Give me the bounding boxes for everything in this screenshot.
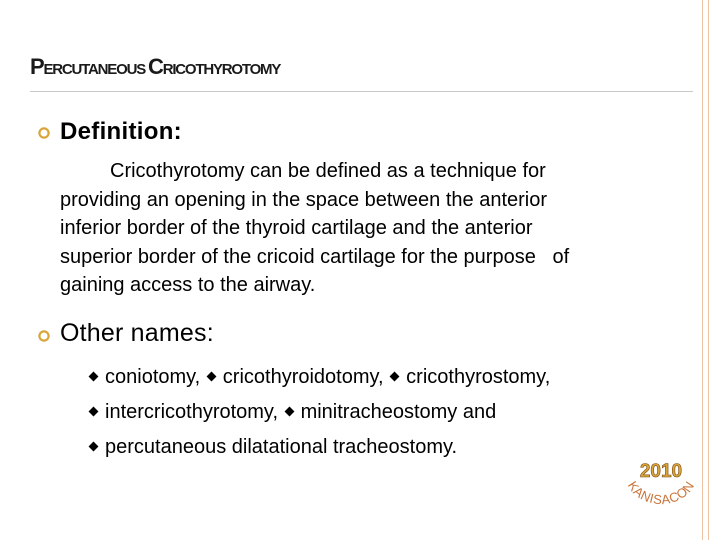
- other-names-list: [88, 360, 688, 465]
- diamond-bullet-icon: [89, 406, 99, 416]
- title-part: RICOTHYROTOMY: [162, 61, 281, 78]
- logo-year: 2010: [639, 461, 683, 482]
- title-divider: [30, 91, 693, 92]
- list-item: [88, 430, 688, 465]
- title-part: ERCUTANEOUS: [43, 61, 148, 78]
- slide-edge-decoration: [702, 0, 712, 540]
- slide-title: [30, 54, 510, 80]
- diamond-bullet-icon: [390, 371, 400, 381]
- list-item: [88, 395, 688, 430]
- circle-bullet-icon: [38, 127, 50, 139]
- circle-bullet-icon: [38, 330, 50, 342]
- other-name: minitracheostomy and: [300, 401, 497, 423]
- other-name: percutaneous dilatational tracheostomy.: [105, 436, 458, 458]
- svg-text:KANISACON: [625, 478, 697, 507]
- logo-arc-text: KANISACON: [624, 478, 698, 508]
- title-part: C: [147, 54, 163, 79]
- other-name: coniotomy,: [105, 366, 201, 388]
- other-name: intercricothyrotomy,: [105, 401, 279, 423]
- diamond-bullet-icon: [89, 441, 99, 451]
- definition-line: providing an opening in the space between the anterior: [60, 188, 548, 211]
- list-item: [88, 360, 688, 395]
- definition-heading: Definition:: [60, 118, 182, 145]
- other-names-heading: Other names:: [60, 319, 214, 347]
- conference-logo: [620, 450, 702, 512]
- definition-line: inferior border of the thyroid cartilage and the anterior: [60, 217, 533, 239]
- definition-line: gaining access to the airway.: [60, 274, 316, 296]
- diamond-bullet-icon: [284, 406, 294, 416]
- other-name: cricothyroidotomy,: [222, 366, 384, 388]
- definition-line: Cricothyrotomy can be defined as a technique for: [110, 160, 546, 182]
- definition-line: superior border of the cricoid cartilage for the purpose of: [60, 245, 570, 268]
- diamond-bullet-icon: [89, 371, 99, 381]
- other-name: cricothyrostomy,: [406, 366, 551, 388]
- diamond-bullet-icon: [206, 371, 216, 381]
- title-part: P: [30, 54, 44, 79]
- definition-text: [60, 157, 700, 300]
